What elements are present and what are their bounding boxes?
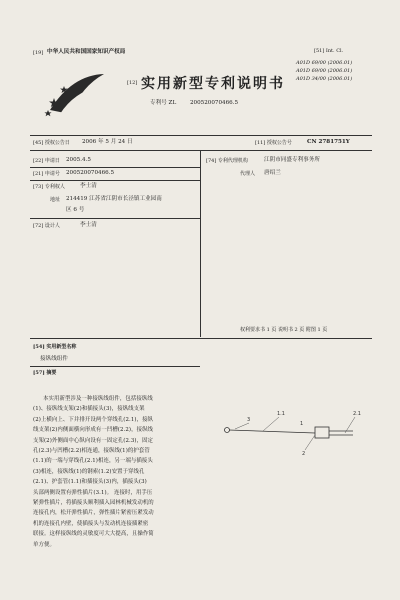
rule-22 — [30, 167, 200, 168]
rule-54 — [30, 366, 200, 367]
abstract-line: 机的连接孔内壁，使插接头与发动机连接插紧密 — [33, 520, 149, 527]
grant-date: 2006 年 5 月 24 日 — [82, 139, 133, 145]
code-21: [21] 申请号 — [33, 171, 60, 177]
abstract-line: 孔(2.3)与凹槽(2.2)相连通，接纵线(1)的护套管 — [33, 448, 150, 455]
rule-73 — [30, 218, 200, 219]
grant-rule — [30, 150, 372, 151]
agent-name: 唐绍兰 — [264, 170, 281, 176]
page-counts: 权利要求书 1 页 说明书 2 页 附图 1 页 — [240, 327, 328, 333]
address-line-2: 区 6 号 — [66, 207, 85, 213]
abstract-figure — [205, 395, 375, 465]
code-54: [54] 实用新型名称 — [33, 344, 77, 350]
grant-number: CN 2781751Y — [307, 139, 350, 145]
code-72: [72] 设计人 — [33, 223, 60, 229]
designer: 李士清 — [80, 222, 97, 228]
abstract-line: (2.1)、护套管(1.1)和插接头(3)内，插接头(3) — [33, 479, 147, 486]
abstract-text — [33, 394, 199, 550]
abstract-line: 联接。这样接纵线的灵敏度可大大提高，且操作简 — [33, 531, 154, 538]
label-1-1: 1.1 — [277, 411, 285, 417]
address-line-1: 214419 江苏省江阴市长泾镇工业园南 — [66, 196, 162, 202]
office-name: 中华人民共和国国家知识产权局 — [47, 49, 126, 55]
label-3: 3 — [247, 417, 251, 423]
ipc-class-1: A01D 69/00 (2006.01) — [296, 60, 353, 66]
abstract-line: 支架(2)外侧面中心纵向设有一固定孔(2.3)，固定 — [33, 437, 154, 444]
code-45: [45] 授权公告日 — [33, 140, 70, 146]
abstract-line: (2)上横向上、下并排开设两个穿线孔(2.1)，接纵 — [33, 416, 154, 423]
code-74: [74] 专利代理机构 — [206, 158, 248, 164]
filing-date: 2005.4.5 — [66, 157, 91, 163]
abstract-line: 本实用新型涉及一种接纵线组件，包括接纵线 — [43, 396, 153, 402]
center-divider — [200, 151, 201, 337]
abstract-line: 连接孔内，松开弹性插片，弹性插片紧密压紧发动 — [33, 510, 154, 517]
plug-head-shape — [225, 428, 230, 433]
sipo-logo-icon — [42, 70, 112, 120]
ipc-class-3: A01D 34/00 (2006.01) — [296, 76, 353, 82]
top-rule — [30, 135, 372, 136]
code-11: [11] 授权公告号 — [255, 140, 292, 146]
utility-model-title: 接纵线组件 — [40, 356, 68, 362]
agency-name: 江阴市同盛专利事务所 — [264, 157, 320, 163]
ipc-class-2: A01D 69/00 (2006.01) — [296, 68, 353, 74]
label-2: 2 — [302, 451, 306, 457]
abstract-line: (1.1)的一端与穿线孔(2.1)相连，另一端与插接头 — [33, 458, 153, 465]
abstract-line: 头部两侧设置有弹性插片(3.1)。 连接时，用手压 — [33, 489, 153, 496]
patent-label: 专利号 ZL — [150, 100, 177, 106]
abstract-line: 单方便。 — [33, 541, 55, 548]
code-12: [12] — [127, 80, 138, 86]
application-number: 200520070466.5 — [66, 170, 115, 176]
code-19: [19] — [33, 50, 44, 56]
label-1: 1 — [300, 421, 304, 427]
abstract-line: (1)、接纵线支架(2)和插接头(3)，接纵线支架 — [33, 406, 145, 413]
code-51: [51] Int. Cl. — [314, 48, 344, 54]
document-type-title: 实用新型专利说明书 — [141, 76, 285, 92]
code-22: [22] 申请日 — [33, 158, 60, 164]
abstract-line: (3)相连，接纵线(1)的钢索(1.2)安置于穿线孔 — [33, 468, 145, 475]
figure-drawing — [205, 395, 375, 465]
patent-number: 200520070466.5 — [190, 100, 239, 106]
control-cable-line — [229, 430, 315, 433]
biblio-bottom-rule — [30, 338, 372, 339]
abstract-line: 紧弹性插片，将插接头顺利插入园林机械发动机的 — [33, 500, 154, 507]
rule-21 — [30, 180, 200, 181]
bracket-shape — [315, 427, 329, 438]
abstract-line: 线支架(2)内侧面横向形成有一凹槽(2.2)，接纵线 — [33, 427, 154, 434]
address-label: 地址 — [50, 197, 61, 203]
label-2-1: 2.1 — [353, 411, 361, 417]
agent-label: 代理人 — [240, 171, 256, 177]
code-73: [73] 专利权人 — [33, 184, 65, 190]
code-57: [57] 摘要 — [33, 370, 57, 376]
patent-holder: 李士清 — [80, 183, 97, 189]
